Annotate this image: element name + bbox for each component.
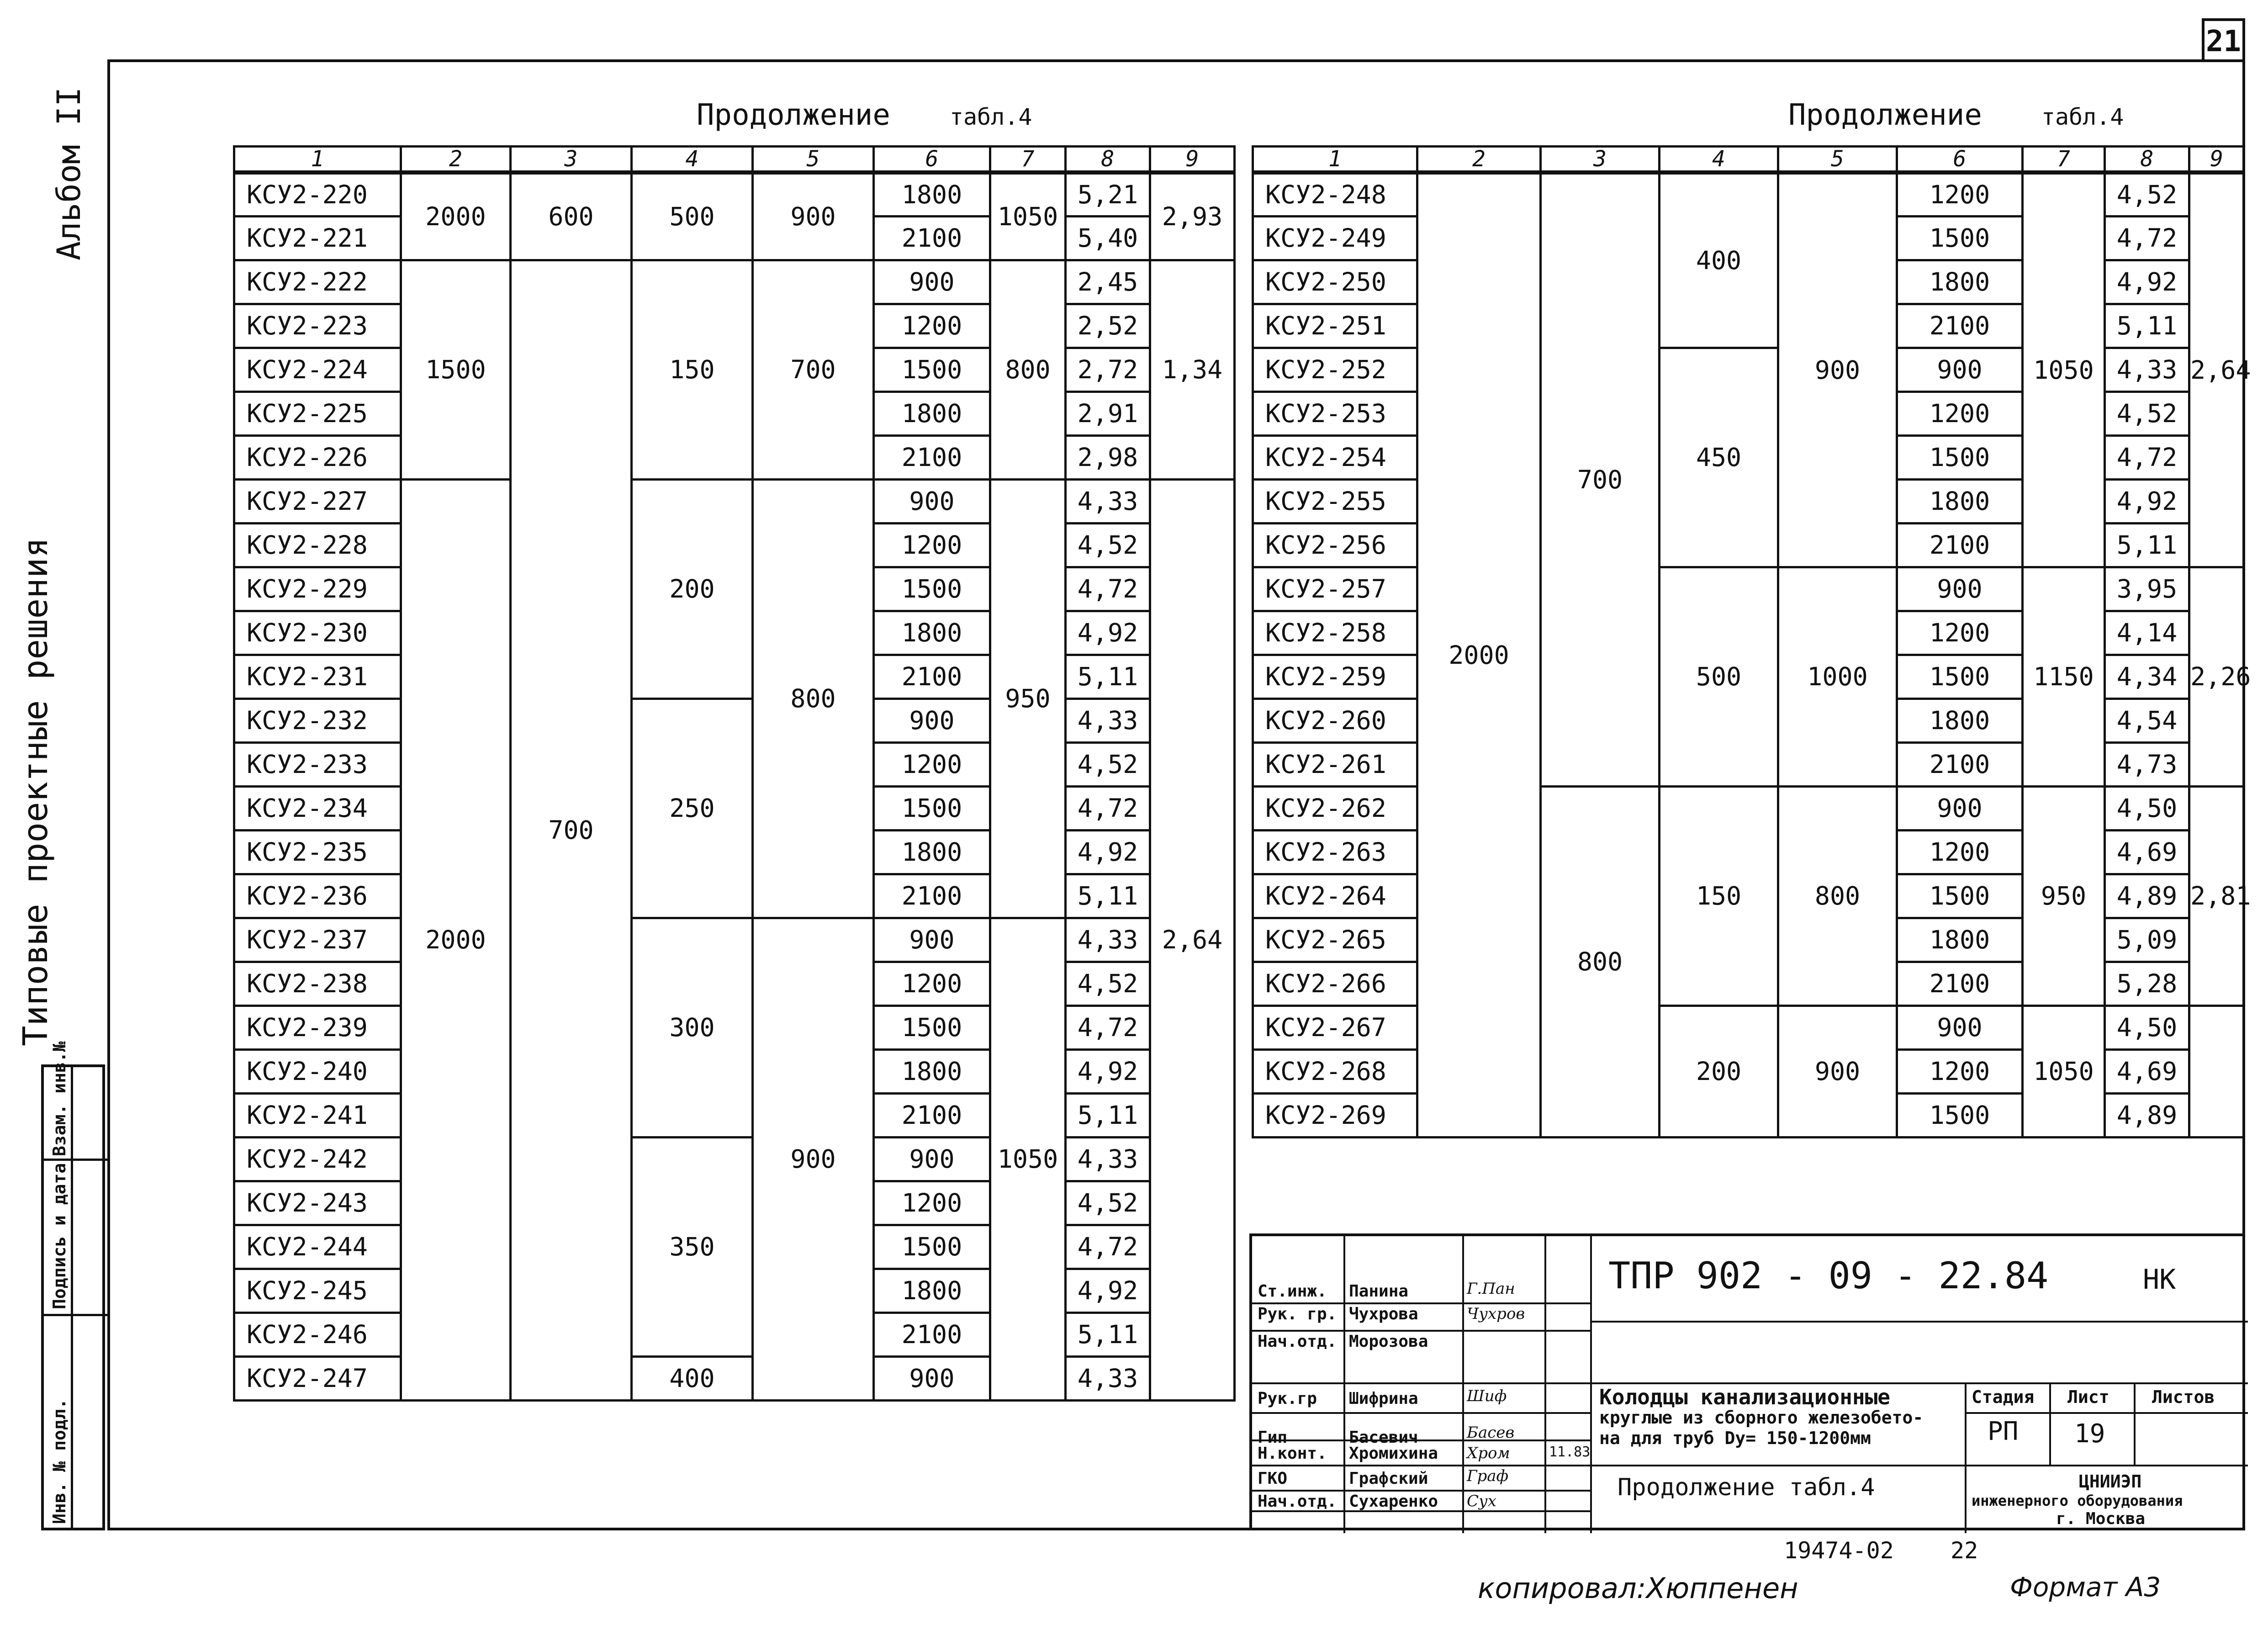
depth-value: 900 [874, 699, 990, 743]
stamp-column [41, 1041, 105, 1530]
well-id: КСУ2-233 [234, 743, 401, 787]
role: Рук.гр [1258, 1389, 1317, 1408]
mass-value: 5,21 [1066, 173, 1150, 217]
depth-value: 1800 [874, 1050, 990, 1094]
well-id: КСУ2-266 [1253, 962, 1417, 1006]
left-col7-value: 950 [990, 480, 1066, 918]
left-header-5: 5 [753, 147, 874, 173]
well-id: КСУ2-259 [1253, 655, 1417, 699]
well-id: КСУ2-247 [234, 1357, 401, 1401]
well-id: КСУ2-240 [234, 1050, 401, 1094]
right-header-6: 6 [1897, 147, 2023, 173]
depth-value: 2100 [874, 655, 990, 699]
depth-value: 2100 [1897, 304, 2023, 348]
depth-value: 2100 [874, 874, 990, 918]
paper-format: Формат А3 [2010, 1572, 2161, 1603]
depth-value: 900 [874, 480, 990, 524]
depth-value: 2100 [874, 1094, 990, 1138]
left-header-9: 9 [1150, 147, 1235, 173]
well-id: КСУ2-222 [234, 260, 401, 304]
depth-value: 900 [874, 918, 990, 962]
right-col5-value: 800 [1778, 787, 1897, 1006]
org-line: инженерного оборудования [1972, 1492, 2183, 1509]
table-row [234, 918, 1235, 962]
depth-value: 1500 [1897, 1094, 2023, 1138]
well-id: КСУ2-227 [234, 480, 401, 524]
mass-value: 4,72 [2105, 217, 2189, 260]
depth-value: 2100 [1897, 524, 2023, 567]
depth-value: 1800 [874, 831, 990, 874]
depth-value: 2100 [874, 217, 990, 260]
well-id: КСУ2-267 [1253, 1006, 1417, 1050]
stage-label: Стадия [1972, 1387, 2035, 1407]
sheet-label: Лист [2067, 1387, 2109, 1407]
depth-value: 1500 [874, 787, 990, 831]
left-col2-value: 2000 [401, 480, 511, 1401]
mass-value: 4,50 [2105, 787, 2189, 831]
left-col5-value: 900 [753, 173, 874, 260]
left-col4-value: 150 [632, 260, 753, 480]
mass-value: 4,52 [2105, 173, 2189, 217]
depth-value: 1800 [874, 392, 990, 436]
depth-value: 900 [874, 260, 990, 304]
well-id: КСУ2-224 [234, 348, 401, 392]
well-id: КСУ2-260 [1253, 699, 1417, 743]
role: Гип [1258, 1428, 1288, 1447]
role: ГКО [1258, 1469, 1288, 1488]
mass-value: 4,33 [1066, 1357, 1150, 1401]
left-header-3: 3 [511, 147, 632, 173]
mass-value: 4,69 [2105, 1050, 2189, 1094]
stamp-replace: Взам. инв.№ [49, 1041, 69, 1156]
table-row [234, 1138, 1235, 1181]
right-col5-value: 1000 [1778, 567, 1897, 787]
depth-value: 1800 [874, 611, 990, 655]
right-caption-title: Продолжение [1788, 98, 1982, 132]
mass-value: 4,72 [1066, 567, 1150, 611]
table-row [234, 173, 1235, 217]
right-col9-value: 2,26 [2189, 567, 2244, 787]
mass-value: 4,14 [2105, 611, 2189, 655]
mass-value: 2,91 [1066, 392, 1150, 436]
mass-value: 4,92 [2105, 260, 2189, 304]
mass-value: 4,33 [1066, 1138, 1150, 1181]
well-id: КСУ2-257 [1253, 567, 1417, 611]
depth-value: 1200 [1897, 173, 2023, 217]
mass-value: 4,34 [2105, 655, 2189, 699]
well-id: КСУ2-268 [1253, 1050, 1417, 1094]
right-col4-value: 150 [1660, 787, 1778, 1006]
depth-value: 1200 [874, 524, 990, 567]
sheet-title: Продолжение табл.4 [1618, 1474, 1875, 1501]
right-header-1: 1 [1253, 147, 1417, 173]
left-col7-value: 1050 [990, 918, 1066, 1401]
well-id: КСУ2-249 [1253, 217, 1417, 260]
left-caption [697, 98, 1032, 132]
right-header-3: 3 [1541, 147, 1660, 173]
mass-value: 4,72 [1066, 1006, 1150, 1050]
depth-value: 900 [1897, 348, 2023, 392]
well-id: КСУ2-228 [234, 524, 401, 567]
person-name: Панина [1349, 1282, 1409, 1301]
well-id: КСУ2-238 [234, 962, 401, 1006]
mass-value: 4,33 [2105, 348, 2189, 392]
copied-by: копировал:Хюппенен [1478, 1572, 1798, 1605]
left-header-4: 4 [632, 147, 753, 173]
right-col9-value [2189, 1006, 2244, 1138]
well-id: КСУ2-256 [1253, 524, 1417, 567]
doc-code: ТПР 902 - 09 - 22.84 [1608, 1254, 2049, 1297]
right-col7-value: 1150 [2023, 567, 2105, 787]
left-caption-title: Продолжение [697, 98, 890, 132]
well-id: КСУ2-225 [234, 392, 401, 436]
left-col5-value: 800 [753, 480, 874, 918]
mass-value: 5,11 [2105, 524, 2189, 567]
right-header-5: 5 [1778, 147, 1897, 173]
left-col2-value: 1500 [401, 260, 511, 480]
title-block [1249, 1233, 2245, 1530]
mass-value: 4,50 [2105, 1006, 2189, 1050]
depth-value: 1200 [1897, 831, 2023, 874]
depth-value: 1200 [874, 962, 990, 1006]
well-id: КСУ2-231 [234, 655, 401, 699]
mass-value: 4,52 [1066, 524, 1150, 567]
well-id: КСУ2-254 [1253, 436, 1417, 480]
well-id: КСУ2-221 [234, 217, 401, 260]
depth-value: 900 [1897, 1006, 2023, 1050]
right-header-8: 8 [2105, 147, 2189, 173]
well-id: КСУ2-243 [234, 1181, 401, 1225]
depth-value: 1500 [1897, 655, 2023, 699]
left-col7-value: 800 [990, 260, 1066, 480]
org-line: г. Москва [2056, 1509, 2146, 1528]
right-col7-value: 1050 [2023, 1006, 2105, 1138]
left-col5-value: 700 [753, 260, 874, 480]
mass-value: 3,95 [2105, 567, 2189, 611]
left-table [233, 145, 1236, 1402]
mass-value: 2,45 [1066, 260, 1150, 304]
role: Рук. гр. [1258, 1305, 1337, 1323]
mass-value: 2,72 [1066, 348, 1150, 392]
depth-value: 1500 [1897, 217, 2023, 260]
right-header-7: 7 [2023, 147, 2105, 173]
mass-value: 4,33 [1066, 918, 1150, 962]
mass-value: 5,11 [1066, 874, 1150, 918]
mass-value: 4,33 [1066, 699, 1150, 743]
depth-value: 1200 [874, 743, 990, 787]
stamp-sign: Подпись и дата [49, 1163, 69, 1309]
right-header-4: 4 [1660, 147, 1778, 173]
right-table [1252, 145, 2251, 1138]
depth-value: 1500 [874, 1006, 990, 1050]
well-id: КСУ2-226 [234, 436, 401, 480]
depth-value: 1800 [1897, 699, 2023, 743]
left-header-8: 8 [1066, 147, 1150, 173]
archive-num: 22 [1951, 1537, 1978, 1564]
mass-value: 5,11 [1066, 1313, 1150, 1357]
mass-value: 5,28 [2105, 962, 2189, 1006]
depth-value: 1200 [1897, 611, 2023, 655]
well-id: КСУ2-241 [234, 1094, 401, 1138]
right-col9-value: 2,64 [2189, 173, 2244, 567]
depth-value: 1200 [874, 304, 990, 348]
well-id: КСУ2-264 [1253, 874, 1417, 918]
person-name: Басевич [1349, 1428, 1418, 1447]
left-col3-value: 600 [511, 173, 632, 260]
sheet-value: 19 [2074, 1419, 2105, 1449]
person-name: Графский [1349, 1469, 1428, 1488]
depth-value: 900 [1897, 787, 2023, 831]
right-col5-value: 900 [1778, 1006, 1897, 1138]
table-row [1253, 787, 2244, 831]
left-header-7: 7 [990, 147, 1066, 173]
left-col9-value: 2,93 [1150, 173, 1235, 260]
left-col4-value: 250 [632, 699, 753, 918]
series-label: Типовые проектные решения [16, 537, 55, 1046]
right-col7-value: 1050 [2023, 173, 2105, 567]
right-col3-value: 800 [1541, 787, 1660, 1138]
mass-value: 4,54 [2105, 699, 2189, 743]
left-header-1: 1 [234, 147, 401, 173]
well-id: КСУ2-246 [234, 1313, 401, 1357]
mass-value: 5,11 [2105, 304, 2189, 348]
album-label: Альбом II [50, 87, 88, 260]
mass-value: 4,92 [1066, 611, 1150, 655]
signature: Хром [1467, 1444, 1510, 1462]
right-header-2: 2 [1417, 147, 1541, 173]
right-col4-value: 200 [1660, 1006, 1778, 1138]
left-header-2: 2 [401, 147, 511, 173]
org-line: ЦНИИЭП [2079, 1471, 2142, 1492]
right-col7-value: 950 [2023, 787, 2105, 1006]
well-id: КСУ2-251 [1253, 304, 1417, 348]
mass-value: 5,11 [1066, 655, 1150, 699]
well-id: КСУ2-253 [1253, 392, 1417, 436]
mass-value: 4,72 [1066, 1225, 1150, 1269]
right-header-9: 9 [2189, 147, 2244, 173]
left-col9-value: 1,34 [1150, 260, 1235, 480]
well-id: КСУ2-252 [1253, 348, 1417, 392]
well-id: КСУ2-248 [1253, 173, 1417, 217]
left-col5-value: 900 [753, 918, 874, 1401]
left-col9-value: 2,64 [1150, 480, 1235, 1401]
approval-date: 11.83 [1549, 1444, 1591, 1460]
depth-value: 2100 [1897, 962, 2023, 1006]
left-col7-value: 1050 [990, 173, 1066, 260]
person-name: Сухаренко [1349, 1492, 1438, 1511]
mass-value: 4,92 [1066, 831, 1150, 874]
person-name: Чухрова [1349, 1305, 1418, 1323]
mass-value: 4,52 [1066, 962, 1150, 1006]
mass-value: 5,09 [2105, 918, 2189, 962]
role: Н.конт. [1258, 1444, 1327, 1463]
well-id: КСУ2-245 [234, 1269, 401, 1313]
well-id: КСУ2-265 [1253, 918, 1417, 962]
well-id: КСУ2-250 [1253, 260, 1417, 304]
well-id: КСУ2-237 [234, 918, 401, 962]
mass-value: 4,52 [1066, 1181, 1150, 1225]
well-id: КСУ2-235 [234, 831, 401, 874]
depth-value: 1800 [874, 173, 990, 217]
left-col4-value: 300 [632, 918, 753, 1138]
mass-value: 4,72 [1066, 787, 1150, 831]
depth-value: 2100 [874, 1313, 990, 1357]
depth-value: 1800 [874, 1269, 990, 1313]
archive-ref: 19474-02 [1784, 1537, 1894, 1564]
depth-value: 1200 [1897, 392, 2023, 436]
person-name: Морозова [1349, 1332, 1428, 1351]
signature: Г.Пан [1467, 1280, 1515, 1298]
sheet-number: 21 [2202, 18, 2245, 62]
doc-mark: НК [2143, 1264, 2176, 1296]
table-row [234, 1357, 1235, 1401]
person-name: Шифрина [1349, 1389, 1418, 1408]
well-id: КСУ2-223 [234, 304, 401, 348]
left-col2-value: 2000 [401, 173, 511, 260]
right-col3-value: 700 [1541, 173, 1660, 787]
mass-value: 4,92 [2105, 480, 2189, 524]
person-name: Хромихина [1349, 1444, 1438, 1463]
mass-value: 2,98 [1066, 436, 1150, 480]
well-id: КСУ2-262 [1253, 787, 1417, 831]
well-id: КСУ2-220 [234, 173, 401, 217]
depth-value: 1500 [874, 567, 990, 611]
mass-value: 4,33 [1066, 480, 1150, 524]
left-col3-value: 700 [511, 260, 632, 1401]
signature: Басев [1467, 1424, 1515, 1442]
well-id: КСУ2-255 [1253, 480, 1417, 524]
description-line: на для труб Dу= 150-1200мм [1599, 1428, 1871, 1448]
left-col4-value: 500 [632, 173, 753, 260]
depth-value: 1800 [1897, 260, 2023, 304]
role: Ст.инж. [1258, 1282, 1327, 1301]
mass-value: 5,11 [1066, 1094, 1150, 1138]
stage-value: РП [1988, 1417, 2019, 1446]
description-line: Колодцы канализационные [1599, 1385, 1890, 1409]
left-col4-value: 400 [632, 1357, 753, 1401]
mass-value: 4,72 [2105, 436, 2189, 480]
mass-value: 4,89 [2105, 874, 2189, 918]
depth-value: 2100 [874, 436, 990, 480]
role: Нач.отд. [1258, 1332, 1337, 1351]
well-id: КСУ2-232 [234, 699, 401, 743]
left-col4-value: 200 [632, 480, 753, 699]
well-id: КСУ2-229 [234, 567, 401, 611]
signature: Граф [1467, 1467, 1509, 1485]
well-id: КСУ2-242 [234, 1138, 401, 1181]
mass-value: 4,52 [2105, 392, 2189, 436]
mass-value: 5,40 [1066, 217, 1150, 260]
role: Нач.отд. [1258, 1492, 1337, 1511]
right-col4-value: 450 [1660, 348, 1778, 567]
well-id: КСУ2-261 [1253, 743, 1417, 787]
depth-value: 900 [874, 1138, 990, 1181]
depth-value: 2100 [1897, 743, 2023, 787]
right-col5-value: 900 [1778, 173, 1897, 567]
mass-value: 4,69 [2105, 831, 2189, 874]
left-caption-tab: табл.4 [949, 104, 1032, 130]
depth-value: 900 [874, 1357, 990, 1401]
mass-value: 2,52 [1066, 304, 1150, 348]
left-header-6: 6 [874, 147, 990, 173]
depth-value: 1500 [1897, 436, 2023, 480]
table-row [1253, 173, 2244, 217]
right-col9-value: 2,81 [2189, 787, 2244, 1006]
table-row [234, 260, 1235, 304]
mass-value: 4,92 [1066, 1050, 1150, 1094]
well-id: КСУ2-269 [1253, 1094, 1417, 1138]
well-id: КСУ2-258 [1253, 611, 1417, 655]
signature: Сух [1467, 1492, 1496, 1510]
table-row [234, 699, 1235, 743]
depth-value: 1200 [874, 1181, 990, 1225]
well-id: КСУ2-230 [234, 611, 401, 655]
well-id: КСУ2-234 [234, 787, 401, 831]
depth-value: 1500 [1897, 874, 2023, 918]
description-line: круглые из сборного железобето- [1599, 1408, 1924, 1428]
right-caption [1788, 98, 2124, 132]
mass-value: 4,52 [1066, 743, 1150, 787]
table-row [1253, 1006, 2244, 1050]
table-row [234, 480, 1235, 524]
mass-value: 4,92 [1066, 1269, 1150, 1313]
right-col4-value: 400 [1660, 173, 1778, 348]
mass-value: 4,89 [2105, 1094, 2189, 1138]
depth-value: 1500 [874, 348, 990, 392]
depth-value: 900 [1897, 567, 2023, 611]
depth-value: 1200 [1897, 1050, 2023, 1094]
left-col4-value: 350 [632, 1138, 753, 1357]
mass-value: 4,73 [2105, 743, 2189, 787]
well-id: КСУ2-263 [1253, 831, 1417, 874]
right-caption-tab: табл.4 [2041, 104, 2124, 130]
depth-value: 1500 [874, 1225, 990, 1269]
well-id: КСУ2-239 [234, 1006, 401, 1050]
depth-value: 1800 [1897, 480, 2023, 524]
sheets-label: Листов [2152, 1387, 2215, 1407]
well-id: КСУ2-244 [234, 1225, 401, 1269]
right-col4-value: 500 [1660, 567, 1778, 787]
depth-value: 1800 [1897, 918, 2023, 962]
well-id: КСУ2-236 [234, 874, 401, 918]
table-row [1253, 567, 2244, 611]
signature: Шиф [1467, 1387, 1507, 1405]
stamp-inv: Инв. № подл. [49, 1398, 69, 1524]
right-col2-value: 2000 [1417, 173, 1541, 1138]
signature: Чухров [1467, 1305, 1525, 1323]
